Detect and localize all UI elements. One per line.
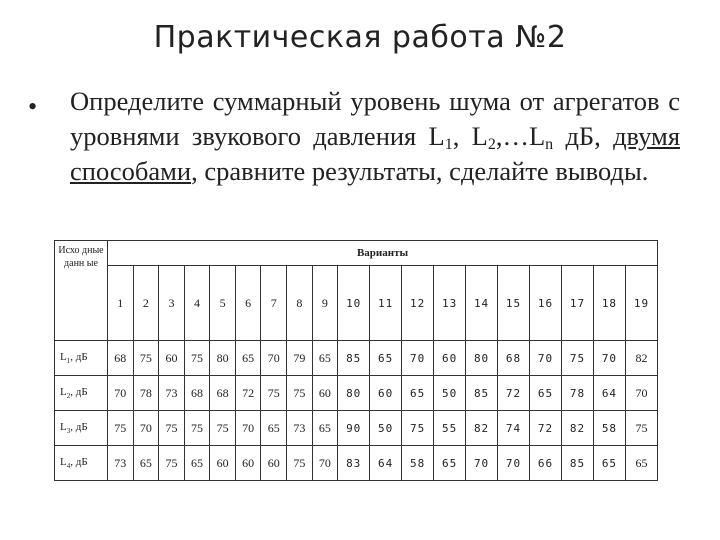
- task-text: [70, 84, 680, 189]
- row-label-symbol: L: [60, 455, 67, 468]
- row-label-subscript: 4: [66, 462, 71, 471]
- table-cell: 65: [370, 341, 402, 376]
- table-row: [55, 446, 658, 481]
- variant-number: 11: [370, 266, 402, 341]
- table-cell: 64: [593, 376, 625, 411]
- table-cell: 75: [402, 411, 434, 446]
- variant-number: 12: [402, 266, 434, 341]
- variants-header: Варианты: [108, 241, 658, 266]
- row-label-symbol: L: [60, 420, 67, 433]
- row-label: [55, 411, 108, 446]
- table-cell: 70: [530, 341, 562, 376]
- table-cell: 65: [593, 446, 625, 481]
- table-cell: 85: [338, 341, 370, 376]
- task-text-part: , сравните результаты, сделайте выводы.: [191, 156, 649, 186]
- table-cell: 65: [235, 341, 261, 376]
- table-cell: 65: [402, 376, 434, 411]
- table-cell: 65: [434, 446, 466, 481]
- table-cell: 65: [133, 446, 159, 481]
- table-cell: 72: [530, 411, 562, 446]
- table-cell: 60: [235, 446, 261, 481]
- variant-number: 3: [159, 266, 185, 341]
- table-cell: 70: [133, 411, 159, 446]
- table-cell: 58: [402, 446, 434, 481]
- variant-number: 17: [561, 266, 593, 341]
- variant-number: 14: [466, 266, 498, 341]
- table-cell: 68: [498, 341, 530, 376]
- table-cell: 73: [108, 446, 134, 481]
- table-cell: 75: [287, 376, 313, 411]
- table-cell: 65: [261, 411, 287, 446]
- table-cell: 72: [498, 376, 530, 411]
- row-label: [55, 376, 108, 411]
- table-cell: 55: [434, 411, 466, 446]
- table-cell: 75: [108, 411, 134, 446]
- table-cell: 75: [210, 411, 236, 446]
- table-cell: 82: [466, 411, 498, 446]
- row-label-symbol: L: [60, 350, 67, 363]
- table-cell: 75: [625, 411, 657, 446]
- table-cell: 70: [312, 446, 338, 481]
- row-label-subscript: 2: [66, 392, 71, 401]
- table-cell: 74: [498, 411, 530, 446]
- table-cell: 75: [159, 411, 185, 446]
- table-cell: 60: [159, 341, 185, 376]
- table-cell: 70: [466, 446, 498, 481]
- table-cell: 90: [338, 411, 370, 446]
- table-cell: 65: [312, 341, 338, 376]
- data-table: [54, 240, 658, 481]
- table-cell: 60: [370, 376, 402, 411]
- variant-number: 19: [625, 266, 657, 341]
- row-label: [55, 446, 108, 481]
- table-cell: 65: [184, 446, 210, 481]
- table-row: [55, 376, 658, 411]
- table-cell: 72: [235, 376, 261, 411]
- table-row: [55, 411, 658, 446]
- table-cell: 60: [261, 446, 287, 481]
- table-cell: 70: [625, 376, 657, 411]
- slide-title: Практическая работа №2: [153, 20, 567, 55]
- table-cell: 65: [530, 376, 562, 411]
- table-cell: 66: [530, 446, 562, 481]
- row-label-unit: , дБ: [70, 350, 88, 363]
- table-cell: 75: [133, 341, 159, 376]
- variant-number: 18: [593, 266, 625, 341]
- table-cell: 68: [184, 376, 210, 411]
- table-cell: 60: [210, 446, 236, 481]
- table-cell: 85: [561, 446, 593, 481]
- table-cell: 70: [108, 376, 134, 411]
- variant-number: 9: [312, 266, 338, 341]
- table-cell: 70: [261, 341, 287, 376]
- table-cell: 80: [466, 341, 498, 376]
- subscript-1: 1: [444, 136, 453, 153]
- table-cell: 75: [261, 376, 287, 411]
- variant-number: 6: [235, 266, 261, 341]
- table-cell: 75: [184, 411, 210, 446]
- variant-number: 10: [338, 266, 370, 341]
- table-cell: 79: [287, 341, 313, 376]
- row-label: [55, 341, 108, 376]
- table-row: [55, 341, 658, 376]
- variant-number: 15: [498, 266, 530, 341]
- table-cell: 70: [402, 341, 434, 376]
- row-label-subscript: 1: [66, 357, 71, 366]
- table-cell: 68: [210, 376, 236, 411]
- table-cell: 78: [133, 376, 159, 411]
- underlined-phrase: двумя способами: [70, 121, 681, 186]
- row-label-unit: , дБ: [70, 420, 88, 433]
- table-cell: 50: [370, 411, 402, 446]
- table-cell: 83: [338, 446, 370, 481]
- task-text-part: дБ,: [553, 121, 614, 151]
- row-label-unit: , дБ: [70, 385, 88, 398]
- variant-number: 4: [184, 266, 210, 341]
- task-text-part: Определите суммарный уровень шума от агрегатов с уровнями звукового давления L: [70, 86, 680, 151]
- table-cell: 73: [287, 411, 313, 446]
- table-cell: 65: [625, 446, 657, 481]
- table-cell: 75: [184, 341, 210, 376]
- table-cell: 75: [159, 446, 185, 481]
- table-cell: 82: [561, 411, 593, 446]
- table-cell: 70: [235, 411, 261, 446]
- task-text-part: ,…L: [495, 121, 546, 151]
- bullet-marker: •: [28, 92, 38, 121]
- variant-number: 2: [133, 266, 159, 341]
- corner-header: Исхо дные данн ые: [55, 241, 108, 341]
- variant-number: 13: [434, 266, 466, 341]
- table-cell: 75: [561, 341, 593, 376]
- row-label-symbol: L: [60, 385, 67, 398]
- variant-number: 8: [287, 266, 313, 341]
- table-cell: 60: [434, 341, 466, 376]
- table-cell: 82: [625, 341, 657, 376]
- table-cell: 58: [593, 411, 625, 446]
- table-cell: 80: [338, 376, 370, 411]
- variant-number: 16: [530, 266, 562, 341]
- row-label-subscript: 3: [66, 427, 71, 436]
- variant-number: 1: [108, 266, 134, 341]
- table-cell: 75: [287, 446, 313, 481]
- task-text-part: , L: [452, 121, 488, 151]
- table-cell: 50: [434, 376, 466, 411]
- table-cell: 78: [561, 376, 593, 411]
- table-cell: 64: [370, 446, 402, 481]
- subscript-2: 2: [487, 136, 496, 153]
- table-cell: 60: [312, 376, 338, 411]
- table-cell: 85: [466, 376, 498, 411]
- variant-number: 5: [210, 266, 236, 341]
- table-cell: 65: [312, 411, 338, 446]
- table-cell: 68: [108, 341, 134, 376]
- row-label-unit: , дБ: [70, 455, 88, 468]
- table-cell: 80: [210, 341, 236, 376]
- table-cell: 73: [159, 376, 185, 411]
- table-cell: 70: [593, 341, 625, 376]
- table-cell: 70: [498, 446, 530, 481]
- variant-number: 7: [261, 266, 287, 341]
- subscript-n: n: [545, 136, 554, 153]
